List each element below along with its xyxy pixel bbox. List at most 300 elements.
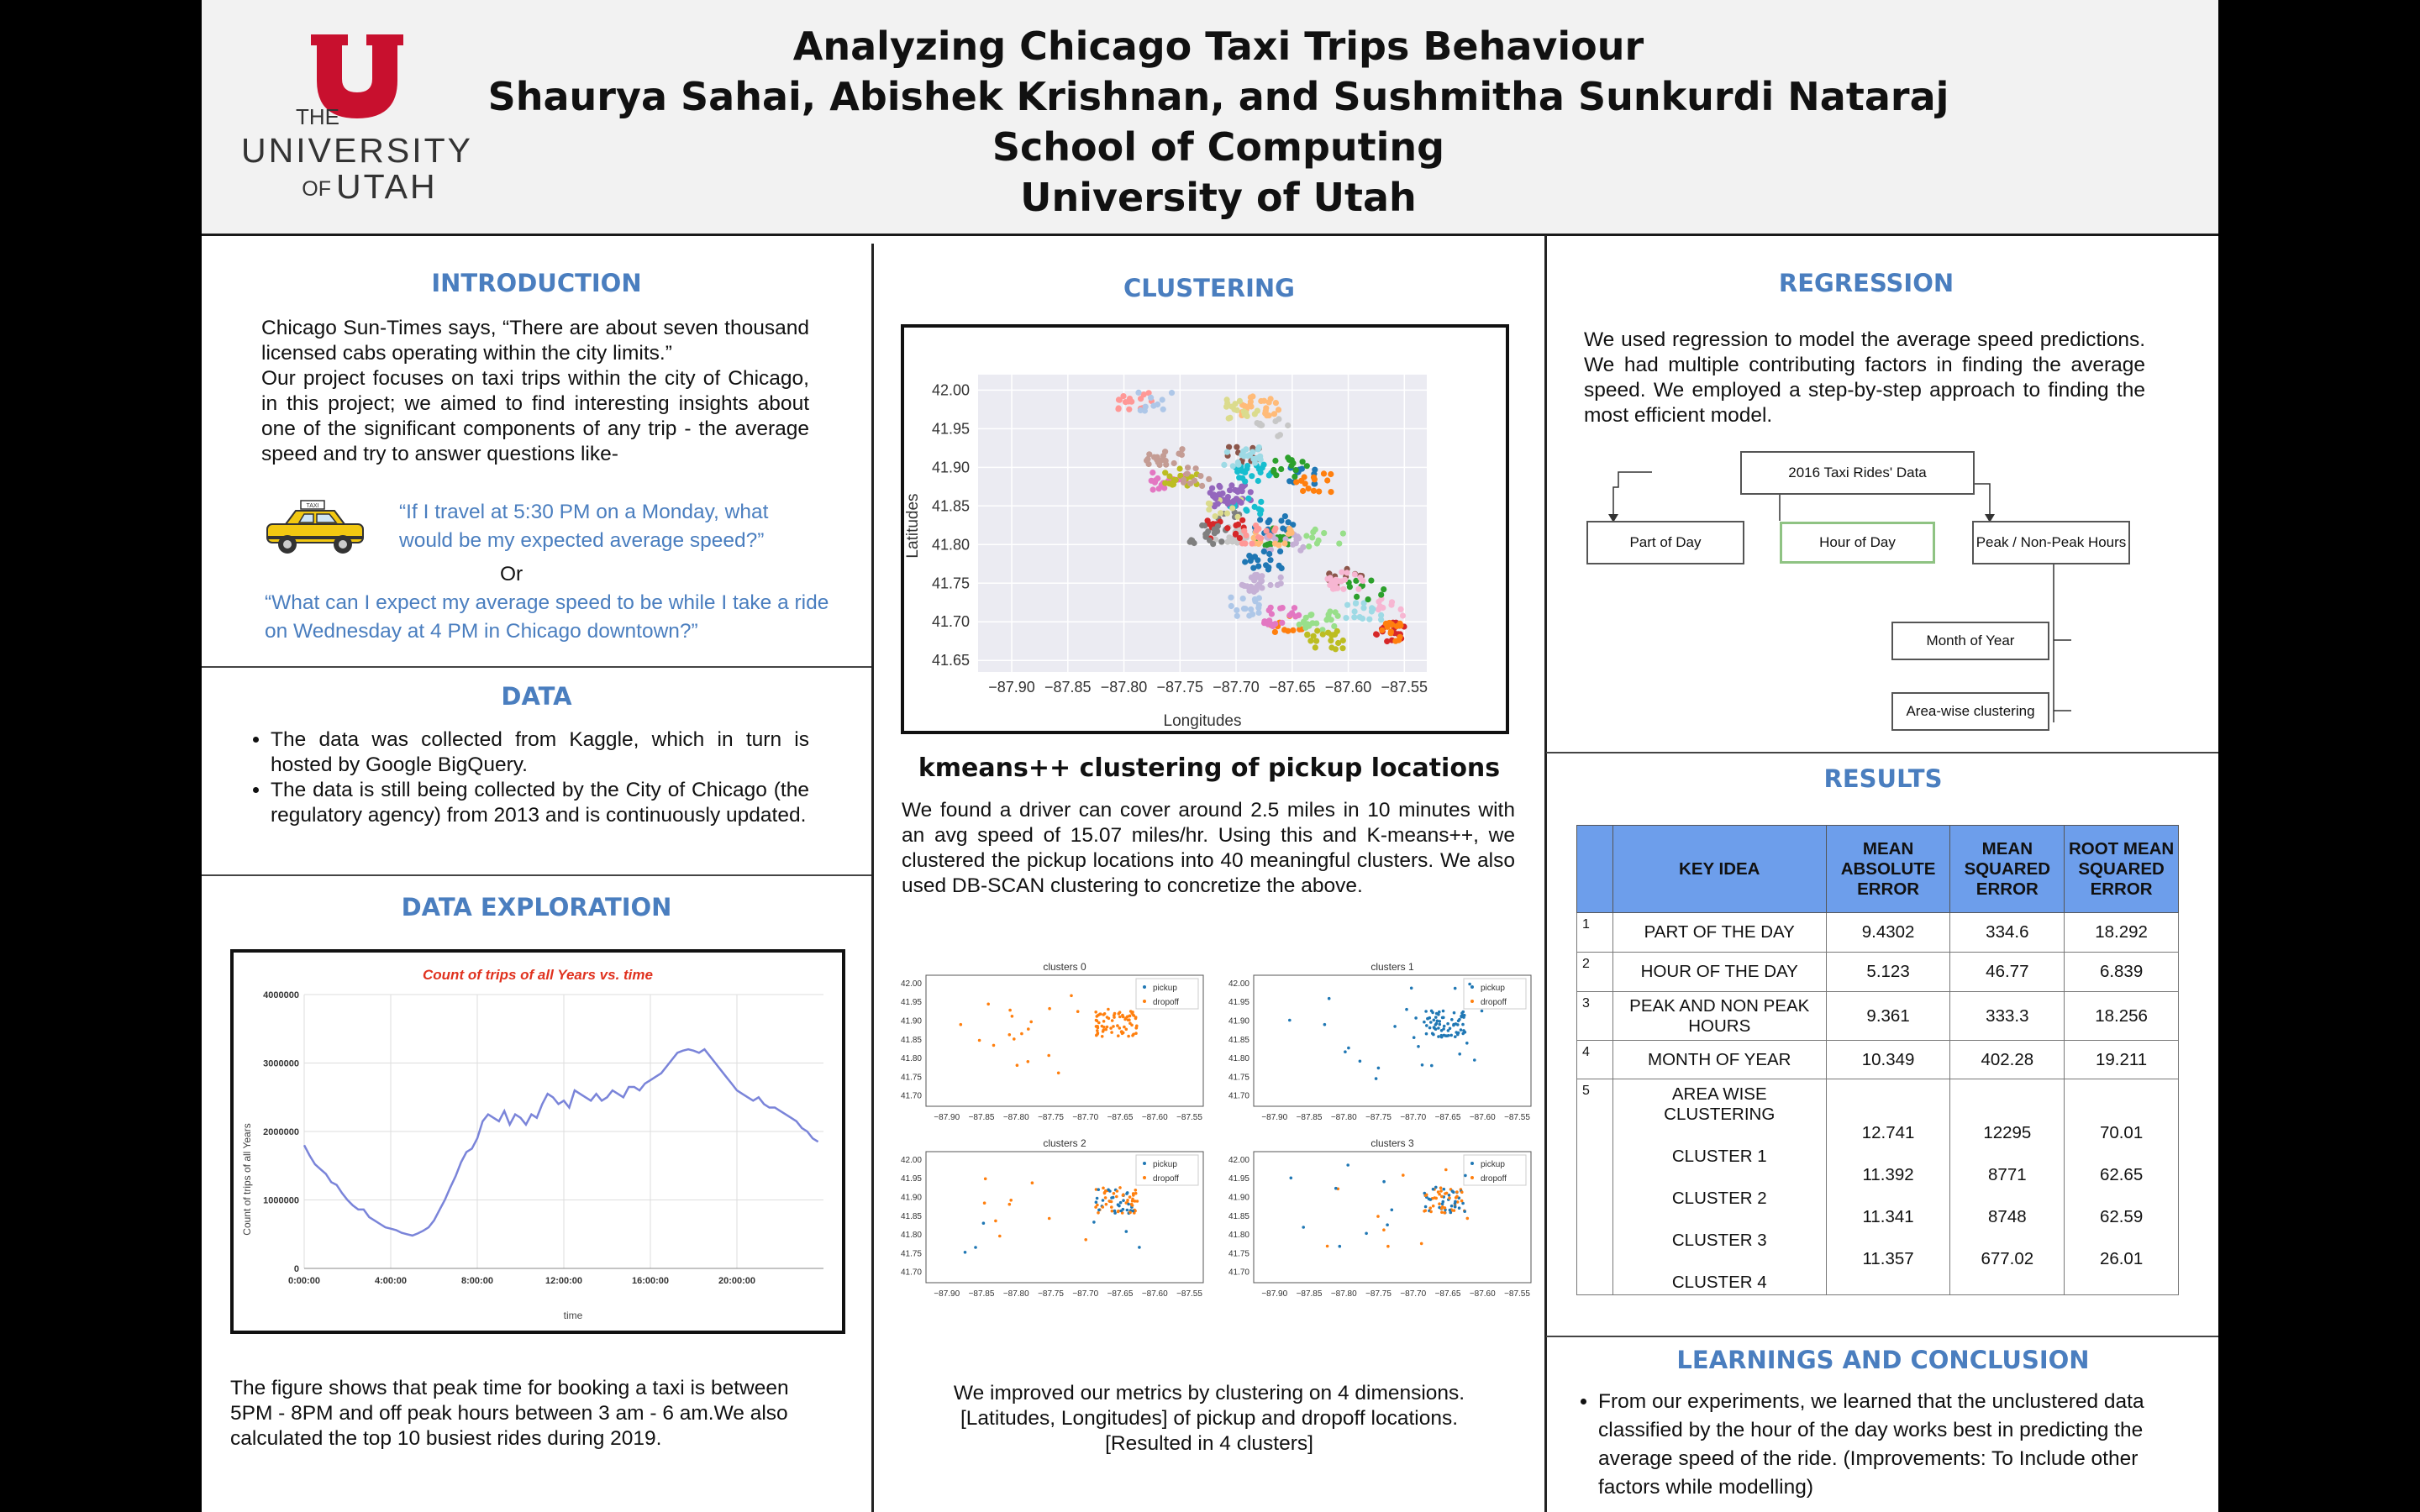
pickup-point — [1255, 478, 1261, 484]
pickup-point — [1289, 610, 1295, 616]
pickup-point — [1223, 404, 1229, 410]
cluster-panel-xtick: −87.85 — [1296, 1113, 1323, 1122]
cluster-point — [1094, 1011, 1097, 1014]
cluster-point — [1429, 1198, 1433, 1201]
cluster-point — [1443, 1188, 1446, 1191]
cluster-point — [1440, 1034, 1444, 1037]
cluster-point — [1430, 1064, 1434, 1068]
pickup-point — [1243, 507, 1249, 512]
kmeans-xtick: −87.85 — [1044, 679, 1092, 696]
pickup-point — [1213, 513, 1218, 519]
cluster-point — [1108, 1189, 1112, 1193]
cluster-panel-ytick: 41.95 — [1228, 998, 1249, 1008]
cluster-panel-ytick: 42.00 — [900, 979, 922, 989]
cluster-point — [1433, 1026, 1436, 1030]
data-heading: DATA — [501, 682, 572, 711]
legend-dropoff-label: dropoff — [1153, 998, 1179, 1007]
pickup-point — [1257, 421, 1263, 427]
row-index: 2 — [1577, 953, 1613, 992]
cluster-point — [1107, 1200, 1111, 1203]
pickup-point — [1261, 620, 1267, 626]
cluster-point — [1449, 1211, 1453, 1215]
cluster-panel-ytick: 41.90 — [1228, 1193, 1249, 1203]
cluster-point — [974, 1246, 977, 1249]
line-chart-xtick: 16:00:00 — [631, 1276, 670, 1286]
pickup-point — [1277, 432, 1283, 438]
cluster-point — [1443, 1025, 1446, 1028]
pickup-point — [1300, 488, 1306, 494]
pickup-point — [1224, 449, 1230, 455]
pickup-point — [1278, 580, 1284, 586]
row-mae: 9.361 — [1826, 992, 1950, 1041]
legend-pickup-label: pickup — [1481, 984, 1505, 993]
intro-question-1: “If I travel at 5:30 PM on a Monday, what would be my expected average speed?” — [399, 501, 769, 552]
cluster-panel-xtick: −87.70 — [1400, 1289, 1427, 1299]
cluster-point — [1448, 1196, 1451, 1200]
regression-heading: REGRESSION — [1778, 269, 1954, 297]
cluster-point — [1460, 1016, 1463, 1019]
table-row — [1577, 953, 2179, 992]
cluster-rmse-cell — [2065, 1079, 2179, 1295]
cluster-point — [1428, 1206, 1432, 1210]
pickup-point — [1293, 467, 1299, 473]
cluster-point — [1481, 1010, 1484, 1013]
pickup-point — [1235, 462, 1241, 468]
pickup-point — [1297, 548, 1303, 554]
cluster-point — [1111, 1210, 1114, 1213]
pickup-point — [1303, 533, 1309, 538]
cluster-point — [1359, 1060, 1362, 1063]
cluster-point — [1138, 1246, 1141, 1249]
cluster-point — [1432, 1205, 1435, 1208]
pickup-point — [1327, 608, 1333, 614]
pickup-point — [1368, 578, 1374, 584]
pickup-point — [1224, 525, 1230, 531]
row-mse: 46.77 — [1950, 953, 2065, 992]
divider-data-exploration — [202, 874, 871, 876]
cluster-point — [1424, 1010, 1428, 1013]
trips-vs-time-chart — [230, 949, 845, 1334]
results-header-row — [1577, 826, 2179, 913]
pickup-point — [1257, 517, 1263, 522]
cluster-point — [1439, 1023, 1442, 1026]
cluster-panel-ytick: 41.80 — [900, 1054, 922, 1064]
cluster-point — [1097, 1021, 1101, 1025]
pickup-point — [1378, 612, 1384, 618]
area-clustering-label: AREA WISE CLUSTERING — [1664, 1084, 1776, 1124]
line-chart-xtick: 4:00:00 — [375, 1276, 407, 1286]
data-exploration-heading: DATA EXPLORATION — [401, 893, 672, 921]
cluster-point — [994, 1220, 997, 1223]
kmeans-xtick: −87.60 — [1324, 679, 1372, 696]
pickup-point — [1214, 528, 1220, 534]
cluster-point — [1016, 1063, 1019, 1067]
cluster-point — [1070, 995, 1073, 998]
cluster-point — [1111, 1019, 1114, 1022]
kmeans-pickup-scatter — [901, 324, 1509, 734]
pickup-point — [1249, 541, 1255, 547]
cluster-point — [1429, 1210, 1433, 1214]
cluster-point — [1393, 1025, 1397, 1028]
line-chart-xtick: 0:00:00 — [288, 1276, 320, 1286]
cluster-point — [1339, 1245, 1342, 1248]
cluster-panel-ytick: 41.95 — [1228, 1174, 1249, 1184]
pickup-point — [1249, 575, 1255, 580]
exploration-text: The figure shows that peak time for booking a taxi is between 5PM - 8PM and off peak hours between 3 am - 6 am.We also calculated the top 10 busiest rides during 2019. — [230, 1377, 789, 1450]
pickup-point — [1378, 592, 1384, 598]
pickup-point — [1292, 605, 1297, 611]
cluster-label: CLUSTER 2 — [1671, 1189, 1767, 1208]
cluster-point — [1444, 1168, 1448, 1172]
cluster-panel-xtick: −87.75 — [1365, 1113, 1392, 1122]
pickup-point — [1324, 576, 1330, 582]
pickup-point — [1246, 553, 1252, 559]
cluster-point — [1428, 1026, 1432, 1030]
pickup-point — [1388, 621, 1394, 627]
kmeans-ylabel: Latitudes — [904, 493, 922, 559]
pickup-point — [1272, 629, 1278, 635]
pickup-point — [1351, 614, 1357, 620]
pickup-point — [1342, 577, 1348, 583]
row-mse: 333.3 — [1950, 992, 2065, 1041]
pickup-point — [1199, 483, 1205, 489]
line-chart-title: Count of trips of all Years vs. time — [423, 967, 653, 983]
cluster-point — [1119, 1201, 1123, 1205]
cluster-point — [1449, 1034, 1453, 1037]
cluster-rmse: 26.01 — [2099, 1249, 2144, 1268]
pickup-point — [1160, 407, 1166, 412]
pickup-point — [1278, 517, 1284, 523]
cluster-point — [1382, 1180, 1386, 1184]
pickup-point — [1209, 486, 1215, 491]
pickup-point — [1330, 586, 1336, 592]
pickup-point — [1221, 462, 1227, 468]
clustering-heading: CLUSTERING — [1123, 274, 1295, 302]
cluster-panel-xtick: −87.80 — [1002, 1113, 1029, 1122]
pickup-point — [1321, 530, 1327, 536]
cluster-point — [1123, 1026, 1126, 1029]
row-mae: 9.4302 — [1826, 913, 1950, 953]
pickup-point — [1300, 459, 1306, 465]
row-index: 3 — [1577, 992, 1613, 1041]
pickup-point — [1189, 538, 1195, 543]
line-chart-xtick: 20:00:00 — [718, 1276, 756, 1286]
taxi-icon — [262, 499, 368, 559]
pickup-point — [1311, 488, 1317, 494]
cluster-point — [1424, 1194, 1428, 1197]
cluster-panel — [901, 961, 1203, 1122]
cluster-mse-cell — [1950, 1079, 2065, 1295]
pickup-point — [1306, 543, 1312, 549]
poster-header — [202, 0, 2218, 236]
pickup-point — [1380, 605, 1386, 611]
cluster-point — [1417, 1045, 1420, 1048]
cluster-point — [1453, 1209, 1456, 1212]
pickup-point — [1353, 600, 1359, 606]
cluster-point — [1127, 1203, 1130, 1206]
cluster-point — [1027, 1027, 1030, 1031]
cluster-point — [1413, 1036, 1416, 1039]
pickup-point — [1254, 455, 1260, 461]
pickup-point — [1207, 501, 1213, 507]
cluster-point — [1122, 1208, 1125, 1211]
pickup-point — [1389, 599, 1395, 605]
kmeans-ytick: 41.80 — [931, 536, 970, 554]
results-table — [1576, 825, 2179, 1295]
pickup-point — [1197, 473, 1203, 479]
cluster-point — [1439, 1020, 1442, 1023]
kmeans-ytick: 41.85 — [931, 497, 970, 515]
cluster-point — [1113, 1210, 1117, 1213]
cluster-point — [1450, 1205, 1454, 1208]
pickup-point — [1234, 607, 1239, 613]
legend-dropoff-marker — [1143, 1176, 1146, 1179]
results-header-key-idea: KEY IDEA — [1612, 826, 1826, 913]
clustering-bottom-text — [874, 1381, 1544, 1457]
cluster-point — [1376, 1215, 1380, 1218]
cluster-point — [1128, 1195, 1132, 1199]
cluster-point — [1134, 1189, 1138, 1192]
row-key-idea: PEAK AND NON PEAK HOURS — [1612, 992, 1826, 1041]
pickup-point — [1397, 621, 1403, 627]
cluster-point — [1434, 1016, 1438, 1019]
cluster-point — [1365, 1232, 1368, 1236]
cluster-point — [1447, 1034, 1450, 1037]
kmeans-xlabel: Longitudes — [1163, 712, 1242, 730]
cluster-panel-xtick: −87.70 — [1072, 1289, 1099, 1299]
pickup-point — [1267, 582, 1273, 588]
cluster-point — [1391, 1209, 1394, 1212]
pickup-point — [1146, 461, 1152, 467]
cluster-panel-ytick: 41.80 — [1228, 1054, 1249, 1064]
cluster-panel-ytick: 41.80 — [900, 1231, 922, 1241]
cluster-point — [1430, 1010, 1434, 1013]
cluster-panel-ytick: 41.95 — [900, 998, 922, 1008]
pickup-point — [1279, 620, 1285, 626]
kmeans-ytick: 41.75 — [931, 575, 970, 592]
pickup-point — [1179, 452, 1185, 458]
pickup-point — [1242, 541, 1248, 547]
legend-pickup-label: pickup — [1153, 984, 1177, 993]
pickup-point — [1217, 484, 1223, 490]
row-rmse: 18.292 — [2065, 913, 2179, 953]
pickup-point — [1138, 407, 1144, 413]
results-header-mse: MEAN SQUARED ERROR — [1950, 826, 2065, 913]
pickup-point — [1269, 611, 1275, 617]
cluster-panel — [1228, 1137, 1531, 1299]
learnings-bullet-1: • From our experiments, we learned that the unclustered data classified by the hour of the day works best in predicting the average speed of the ride. (Improvements: To Include other factors while modelling) — [1598, 1388, 2168, 1502]
cluster-point — [1115, 1195, 1118, 1199]
cluster-panel-ytick: 42.00 — [900, 1155, 922, 1165]
pickup-point — [1184, 471, 1190, 477]
pickup-point — [1306, 486, 1312, 491]
cluster-label: CLUSTER 1 — [1671, 1147, 1767, 1166]
pickup-point — [1252, 411, 1258, 417]
pickup-point — [1307, 612, 1313, 618]
cluster-point — [1098, 1013, 1102, 1016]
pickup-point — [1126, 407, 1132, 412]
pickup-point — [1206, 507, 1212, 512]
pickup-point — [1352, 571, 1358, 577]
cluster-panel-xtick: −87.65 — [1107, 1289, 1134, 1299]
cluster-point — [1468, 983, 1471, 986]
cluster-point — [1122, 1199, 1125, 1202]
cluster-point — [1437, 1035, 1440, 1038]
cluster-panel-ytick: 41.85 — [900, 1035, 922, 1045]
cluster-point — [1435, 1022, 1439, 1026]
cluster-point — [1464, 1174, 1467, 1178]
cluster-panel-ytick: 41.90 — [900, 1193, 922, 1203]
cluster-point — [984, 1178, 987, 1181]
cluster-point — [1440, 1210, 1444, 1214]
pickup-point — [1321, 470, 1327, 476]
cluster-point — [1104, 1028, 1107, 1032]
pickup-point — [1311, 633, 1317, 639]
cluster-panel-xtick: −87.90 — [934, 1289, 960, 1299]
cluster-panel-ytick: 41.75 — [1228, 1249, 1249, 1259]
cluster-panel-title: clusters 2 — [1043, 1137, 1086, 1149]
pickup-point — [1286, 457, 1292, 463]
pickup-point — [1206, 476, 1212, 482]
pickup-point — [1233, 532, 1239, 538]
kmeans-xtick: −87.65 — [1269, 679, 1316, 696]
cluster-point — [1116, 1024, 1119, 1027]
cluster-point — [1106, 1016, 1109, 1019]
cluster-panel-xtick: −87.80 — [1330, 1113, 1357, 1122]
row-rmse: 18.256 — [2065, 992, 2179, 1041]
cluster-point — [1031, 1181, 1034, 1184]
pickup-point — [1256, 506, 1262, 512]
cluster-point — [1451, 1189, 1455, 1193]
pickup-point — [1272, 458, 1278, 464]
cluster-mse: 677.02 — [1981, 1249, 2034, 1268]
cluster-point — [1386, 1245, 1390, 1248]
pickup-point — [1249, 612, 1255, 617]
pickup-point — [1245, 453, 1251, 459]
pickup-point — [1352, 608, 1358, 614]
pickup-point — [1218, 510, 1223, 516]
flow-root-taxi-data: 2016 Taxi Rides' Data — [1740, 451, 1975, 495]
cluster-point — [982, 1221, 986, 1225]
cluster-point — [1096, 1032, 1099, 1036]
row-key-idea: PART OF THE DAY — [1612, 913, 1826, 953]
pickup-point — [1239, 475, 1245, 481]
cluster-point — [1102, 1187, 1105, 1190]
pickup-point — [1272, 526, 1278, 532]
cluster-point — [1473, 1058, 1476, 1062]
pickup-point — [1313, 527, 1318, 533]
cluster-point — [1029, 1021, 1033, 1024]
cluster-point — [1465, 1042, 1469, 1045]
row-mse: 402.28 — [1950, 1041, 2065, 1079]
flow-month-of-year: Month of Year — [1891, 622, 2049, 660]
cluster-point — [986, 1003, 990, 1006]
cluster-point — [1458, 1018, 1461, 1021]
pickup-point — [1366, 617, 1372, 622]
pickup-point — [1335, 613, 1341, 619]
pickup-point — [1154, 457, 1160, 463]
cluster-point — [1134, 1192, 1138, 1195]
pickup-point — [1240, 596, 1246, 601]
cluster-point — [1117, 1210, 1120, 1214]
pickup-point — [1242, 412, 1248, 417]
cluster-point — [1103, 1192, 1107, 1195]
pickup-point — [1266, 617, 1272, 623]
cluster-point — [1440, 1207, 1444, 1210]
intro-project-description: Our project focuses on taxi trips within the city of Chicago, in this project; we aimed to find interesting insights about one of the significant components of any trip - the average speed and try to answer questions like- — [261, 367, 809, 465]
data-bullet-2: • The data is still being collected by the City of Chicago (the regulatory agency) from 2013 and is continuously updated. — [271, 778, 809, 828]
pickup-point — [1177, 465, 1183, 471]
column-divider-2 — [1544, 235, 1547, 1512]
pickup-point — [1339, 570, 1344, 575]
clustering-bottom-line-2: [Latitudes, Longitudes] of pickup and dropoff locations. — [960, 1407, 1459, 1430]
cluster-point — [1122, 1032, 1125, 1035]
pickup-point — [1115, 406, 1121, 412]
cluster-point — [1102, 1030, 1105, 1033]
pickup-point — [1343, 615, 1349, 621]
flow-area-clustering: Area-wise clustering — [1891, 692, 2049, 731]
pickup-point — [1252, 596, 1258, 602]
cluster-point — [1126, 1209, 1129, 1212]
cluster-point — [1092, 1221, 1096, 1224]
cluster-point — [1302, 1226, 1305, 1229]
pickup-point — [1185, 465, 1191, 470]
pickup-point — [1256, 602, 1262, 608]
pickup-point — [1192, 478, 1197, 484]
cluster-point — [1438, 1011, 1441, 1014]
pickup-point — [1249, 449, 1255, 455]
cluster-point — [1113, 1016, 1116, 1019]
cluster-point — [1377, 1067, 1381, 1070]
pickup-point — [1160, 453, 1166, 459]
legend-pickup-marker — [1143, 1162, 1146, 1165]
logo-of: OF — [302, 177, 331, 201]
cluster-panel-ytick: 41.85 — [900, 1211, 922, 1221]
cluster-panel-xtick: −87.85 — [968, 1289, 995, 1299]
cluster-point — [992, 1044, 996, 1047]
logo-university: UNIVERSITY — [240, 131, 474, 170]
pickup-point — [1244, 583, 1250, 589]
cluster-panel-xtick: −87.75 — [1365, 1289, 1392, 1299]
kmeans-xtick: −87.70 — [1213, 679, 1260, 696]
kmeans-xtick: −87.75 — [1156, 679, 1204, 696]
cluster-panel-title: clusters 3 — [1370, 1137, 1414, 1149]
cluster-point — [1442, 1010, 1445, 1013]
cluster-point — [1048, 1007, 1051, 1011]
pickup-point — [1261, 549, 1267, 554]
cluster-point — [1448, 1194, 1451, 1197]
cluster-point — [1132, 1033, 1135, 1037]
cluster-point — [1128, 1211, 1132, 1215]
cluster-point — [964, 1251, 967, 1254]
cluster-panel-xtick: −87.65 — [1434, 1113, 1461, 1122]
pickup-point — [1150, 403, 1156, 409]
line-chart-ytick: 2000000 — [263, 1127, 299, 1137]
pickup-point — [1293, 479, 1299, 485]
cluster-mae: 12.741 — [1861, 1123, 1915, 1142]
pickup-point — [1234, 407, 1240, 413]
cluster-point — [1130, 1024, 1134, 1027]
cluster-point — [1421, 1063, 1424, 1067]
cluster-point — [1444, 1034, 1448, 1037]
cluster-point — [1020, 1032, 1023, 1036]
cluster-panel-xtick: −87.70 — [1072, 1113, 1099, 1122]
pickup-point — [1392, 638, 1398, 644]
cluster-point — [978, 1039, 981, 1042]
cluster-point — [1410, 987, 1413, 990]
pickup-point — [1292, 474, 1297, 480]
pickup-point — [1150, 486, 1156, 492]
